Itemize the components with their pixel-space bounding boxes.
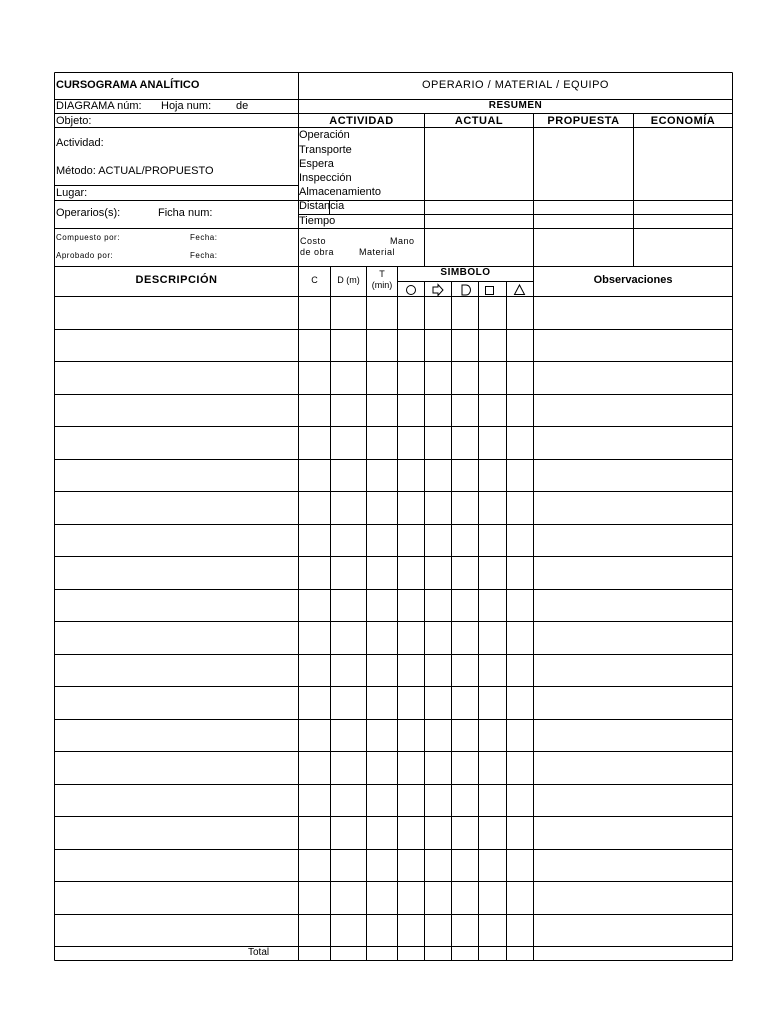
cell-d[interactable] — [332, 428, 365, 458]
cell-t[interactable] — [368, 331, 396, 360]
cell-descripcion[interactable] — [56, 786, 297, 815]
cell-storage[interactable] — [508, 721, 532, 750]
cell-t[interactable] — [368, 916, 396, 945]
cell-operation[interactable] — [399, 851, 423, 880]
cell-storage[interactable] — [508, 623, 532, 653]
lugar-field[interactable]: Lugar: — [56, 187, 88, 199]
fecha-field-2[interactable]: Fecha: — [190, 251, 218, 260]
cell-operation[interactable] — [399, 753, 423, 783]
cell-operation[interactable] — [399, 688, 423, 718]
cell-c[interactable] — [300, 688, 329, 718]
cell-descripcion[interactable] — [56, 623, 297, 653]
cell-transport[interactable] — [426, 363, 450, 393]
cell-inspection[interactable] — [480, 331, 505, 360]
cell-c[interactable] — [300, 363, 329, 393]
cell-d[interactable] — [332, 298, 365, 328]
cell-observaciones[interactable] — [535, 883, 731, 913]
cell-d[interactable] — [332, 688, 365, 718]
cell-t[interactable] — [368, 363, 396, 393]
cell-transport[interactable] — [426, 558, 450, 588]
cell-transport[interactable] — [426, 493, 450, 523]
cell-observaciones[interactable] — [535, 428, 731, 458]
cell-operation[interactable] — [399, 396, 423, 425]
cell-operation[interactable] — [399, 331, 423, 360]
cell-observaciones[interactable] — [535, 721, 731, 750]
cell-operation[interactable] — [399, 526, 423, 555]
cell-transport[interactable] — [426, 656, 450, 685]
cell-d[interactable] — [332, 461, 365, 490]
cell-observaciones[interactable] — [535, 688, 731, 718]
cell-storage[interactable] — [508, 883, 532, 913]
cell-observaciones[interactable] — [535, 786, 731, 815]
cell-transport[interactable] — [426, 753, 450, 783]
cell-storage[interactable] — [508, 396, 532, 425]
cell-c[interactable] — [300, 623, 329, 653]
cell-transport[interactable] — [426, 883, 450, 913]
cell-transport[interactable] — [426, 526, 450, 555]
cell-t[interactable] — [368, 298, 396, 328]
cell-t[interactable] — [368, 656, 396, 685]
cell-c[interactable] — [300, 331, 329, 360]
cell-storage[interactable] — [508, 331, 532, 360]
cell-c[interactable] — [300, 656, 329, 685]
cell-transport[interactable] — [426, 623, 450, 653]
cell-delay[interactable] — [453, 688, 477, 718]
cell-c[interactable] — [300, 591, 329, 620]
cell-observaciones[interactable] — [535, 558, 731, 588]
operarios-field[interactable]: Operarios(s): — [56, 207, 121, 219]
cell-delay[interactable] — [453, 428, 477, 458]
cell-observaciones[interactable] — [535, 396, 731, 425]
col-actividad: ACTIVIDAD — [329, 115, 394, 127]
cell-delay[interactable] — [453, 753, 477, 783]
cell-d[interactable] — [332, 883, 365, 913]
cell-inspection[interactable] — [480, 493, 505, 523]
activity-espera: Espera — [299, 158, 334, 170]
cell-d[interactable] — [332, 656, 365, 685]
cell-delay[interactable] — [453, 916, 477, 945]
cell-transport[interactable] — [426, 851, 450, 880]
cell-t[interactable] — [368, 396, 396, 425]
cell-descripcion[interactable] — [56, 721, 297, 750]
cell-c[interactable] — [300, 558, 329, 588]
simbolo-header: SIMBOLO — [440, 267, 491, 278]
total-cell-delay[interactable] — [453, 948, 477, 959]
total-cell-c[interactable] — [300, 948, 329, 959]
tiempo-label: Tiempo — [299, 215, 336, 227]
cell-transport[interactable] — [426, 396, 450, 425]
cell-descripcion[interactable] — [56, 298, 297, 328]
cell-inspection[interactable] — [480, 428, 505, 458]
activity-almacenamiento: Almacenamiento — [299, 186, 381, 198]
observaciones-header: Observaciones — [593, 274, 673, 286]
aprobado-field[interactable]: Aprobado por: — [56, 251, 114, 260]
cell-c[interactable] — [300, 526, 329, 555]
cell-inspection[interactable] — [480, 396, 505, 425]
c-header: C — [311, 275, 318, 285]
cell-transport[interactable] — [426, 591, 450, 620]
cell-operation[interactable] — [399, 298, 423, 328]
cell-inspection[interactable] — [480, 461, 505, 490]
cell-t[interactable] — [368, 786, 396, 815]
total-cell-t[interactable] — [368, 948, 396, 959]
cell-descripcion[interactable] — [56, 396, 297, 425]
cell-operation[interactable] — [399, 623, 423, 653]
material-label: Material — [359, 247, 396, 257]
cell-descripcion[interactable] — [56, 753, 297, 783]
cell-descripcion[interactable] — [56, 656, 297, 685]
cell-descripcion[interactable] — [56, 428, 297, 458]
cell-d[interactable] — [332, 363, 365, 393]
cell-storage[interactable] — [508, 461, 532, 490]
cell-operation[interactable] — [399, 428, 423, 458]
cell-inspection[interactable] — [480, 623, 505, 653]
cell-operation[interactable] — [399, 721, 423, 750]
cell-descripcion[interactable] — [56, 493, 297, 523]
cell-inspection[interactable] — [480, 688, 505, 718]
cell-observaciones[interactable] — [535, 753, 731, 783]
cell-storage[interactable] — [508, 656, 532, 685]
cell-operation[interactable] — [399, 493, 423, 523]
form-title: CURSOGRAMA ANALÍTICO — [56, 79, 200, 91]
cell-c[interactable] — [300, 298, 329, 328]
cell-delay[interactable] — [453, 298, 477, 328]
cell-storage[interactable] — [508, 688, 532, 718]
cell-operation[interactable] — [399, 818, 423, 848]
cell-observaciones[interactable] — [535, 851, 731, 880]
cell-inspection[interactable] — [480, 786, 505, 815]
cell-t[interactable] — [368, 721, 396, 750]
cell-t[interactable] — [368, 558, 396, 588]
cell-operation[interactable] — [399, 591, 423, 620]
cell-c[interactable] — [300, 396, 329, 425]
cell-inspection[interactable] — [480, 818, 505, 848]
cell-inspection[interactable] — [480, 526, 505, 555]
cell-d[interactable] — [332, 753, 365, 783]
cell-d[interactable] — [332, 526, 365, 555]
cell-descripcion[interactable] — [56, 461, 297, 490]
cell-t[interactable] — [368, 851, 396, 880]
cell-observaciones[interactable] — [535, 331, 731, 360]
cell-delay[interactable] — [453, 818, 477, 848]
cell-inspection[interactable] — [480, 753, 505, 783]
total-cell-operation[interactable] — [399, 948, 423, 959]
cell-descripcion[interactable] — [56, 331, 297, 360]
cell-descripcion[interactable] — [56, 526, 297, 555]
cell-transport[interactable] — [426, 331, 450, 360]
cell-c[interactable] — [300, 428, 329, 458]
cell-t[interactable] — [368, 428, 396, 458]
cell-c[interactable] — [300, 493, 329, 523]
cell-delay[interactable] — [453, 461, 477, 490]
distancia-label: Distancia — [299, 200, 345, 212]
cell-observaciones[interactable] — [535, 298, 731, 328]
cell-d[interactable] — [332, 786, 365, 815]
cell-transport[interactable] — [426, 428, 450, 458]
cell-delay[interactable] — [453, 363, 477, 393]
cell-c[interactable] — [300, 461, 329, 490]
cell-transport[interactable] — [426, 786, 450, 815]
cell-observaciones[interactable] — [535, 461, 731, 490]
cell-transport[interactable] — [426, 298, 450, 328]
cell-d[interactable] — [332, 851, 365, 880]
cell-storage[interactable] — [508, 428, 532, 458]
cell-t[interactable] — [368, 623, 396, 653]
cell-observaciones[interactable] — [535, 591, 731, 620]
diagrama-num-field[interactable]: DIAGRAMA núm: — [56, 100, 142, 112]
cell-c[interactable] — [300, 753, 329, 783]
total-cell-d[interactable] — [332, 948, 365, 959]
cell-transport[interactable] — [426, 818, 450, 848]
cell-descripcion[interactable] — [56, 558, 297, 588]
hoja-num-field[interactable]: Hoja num: — [161, 100, 212, 112]
cell-operation[interactable] — [399, 916, 423, 945]
cell-descripcion[interactable] — [56, 818, 297, 848]
cell-transport[interactable] — [426, 461, 450, 490]
cell-observaciones[interactable] — [535, 656, 731, 685]
cell-observaciones[interactable] — [535, 623, 731, 653]
cell-inspection[interactable] — [480, 851, 505, 880]
cell-observaciones[interactable] — [535, 363, 731, 393]
cell-delay[interactable] — [453, 786, 477, 815]
cell-inspection[interactable] — [480, 721, 505, 750]
activity-transporte: Transporte — [299, 144, 352, 156]
d-header: D (m) — [337, 275, 360, 285]
cell-storage[interactable] — [508, 363, 532, 393]
cell-operation[interactable] — [399, 786, 423, 815]
cell-transport[interactable] — [426, 916, 450, 945]
cell-operation[interactable] — [399, 558, 423, 588]
cell-storage[interactable] — [508, 493, 532, 523]
cell-c[interactable] — [300, 883, 329, 913]
fecha-field-1[interactable]: Fecha: — [190, 233, 218, 242]
cell-storage[interactable] — [508, 786, 532, 815]
cell-c[interactable] — [300, 916, 329, 945]
cell-t[interactable] — [368, 753, 396, 783]
cell-d[interactable] — [332, 818, 365, 848]
cell-t[interactable] — [368, 591, 396, 620]
col-actual: ACTUAL — [454, 115, 504, 127]
cell-operation[interactable] — [399, 363, 423, 393]
cell-operation[interactable] — [399, 883, 423, 913]
activity-operacion: Operación — [299, 129, 350, 141]
cell-descripcion[interactable] — [56, 688, 297, 718]
cell-descripcion[interactable] — [56, 851, 297, 880]
cell-storage[interactable] — [508, 818, 532, 848]
cell-c[interactable] — [300, 851, 329, 880]
ficha-num-field[interactable]: Ficha num: — [158, 207, 213, 219]
cell-observaciones[interactable] — [535, 818, 731, 848]
cell-inspection[interactable] — [480, 883, 505, 913]
cell-inspection[interactable] — [480, 298, 505, 328]
cell-descripcion[interactable] — [56, 363, 297, 393]
cell-delay[interactable] — [453, 721, 477, 750]
cell-delay[interactable] — [453, 558, 477, 588]
cell-inspection[interactable] — [480, 656, 505, 685]
col-economia: ECONOMÍA — [650, 115, 716, 127]
cell-t[interactable] — [368, 818, 396, 848]
cell-t[interactable] — [368, 461, 396, 490]
cell-delay[interactable] — [453, 883, 477, 913]
cell-d[interactable] — [332, 396, 365, 425]
cell-storage[interactable] — [508, 558, 532, 588]
cell-d[interactable] — [332, 591, 365, 620]
total-cell-storage[interactable] — [508, 948, 532, 959]
cell-operation[interactable] — [399, 656, 423, 685]
cell-d[interactable] — [332, 493, 365, 523]
cell-t[interactable] — [368, 493, 396, 523]
cell-transport[interactable] — [426, 721, 450, 750]
cell-storage[interactable] — [508, 526, 532, 555]
cell-c[interactable] — [300, 786, 329, 815]
objeto-field[interactable]: Objeto: — [56, 115, 92, 127]
t-header: T — [379, 269, 385, 279]
col-propuesta: PROPUESTA — [547, 115, 620, 127]
cell-observaciones[interactable] — [535, 493, 731, 523]
cell-storage[interactable] — [508, 916, 532, 945]
cell-delay[interactable] — [453, 493, 477, 523]
total-cell-transport[interactable] — [426, 948, 450, 959]
actividad-field[interactable]: Actividad: — [56, 137, 104, 149]
cell-delay[interactable] — [453, 623, 477, 653]
de-obra-label: de obra — [300, 247, 335, 257]
cell-c[interactable] — [300, 721, 329, 750]
cell-operation[interactable] — [399, 461, 423, 490]
total-cell-inspection[interactable] — [480, 948, 505, 959]
mano-label: Mano — [390, 236, 415, 246]
cell-d[interactable] — [332, 331, 365, 360]
cell-d[interactable] — [332, 623, 365, 653]
cell-d[interactable] — [332, 558, 365, 588]
cell-delay[interactable] — [453, 591, 477, 620]
cell-observaciones[interactable] — [535, 526, 731, 555]
cell-d[interactable] — [332, 916, 365, 945]
cell-t[interactable] — [368, 883, 396, 913]
cell-inspection[interactable] — [480, 591, 505, 620]
subject-type: OPERARIO / MATERIAL / EQUIPO — [422, 79, 609, 91]
cell-storage[interactable] — [508, 753, 532, 783]
cell-transport[interactable] — [426, 688, 450, 718]
cell-inspection[interactable] — [480, 363, 505, 393]
resumen-title: RESUMEN — [488, 100, 543, 111]
cell-delay[interactable] — [453, 656, 477, 685]
cell-d[interactable] — [332, 721, 365, 750]
cell-storage[interactable] — [508, 591, 532, 620]
total-label: Total — [248, 947, 270, 958]
metodo-field[interactable]: Método: ACTUAL/PROPUESTO — [56, 165, 214, 177]
cell-descripcion[interactable] — [56, 591, 297, 620]
descripcion-header: DESCRIPCIÓN — [135, 274, 218, 286]
cell-t[interactable] — [368, 688, 396, 718]
cell-delay[interactable] — [453, 851, 477, 880]
cell-observaciones[interactable] — [535, 916, 731, 945]
cell-c[interactable] — [300, 818, 329, 848]
de-field[interactable]: de — [236, 100, 249, 112]
cell-delay[interactable] — [453, 396, 477, 425]
cell-delay[interactable] — [453, 331, 477, 360]
compuesto-field[interactable]: Compuesto por: — [56, 233, 120, 242]
total-cell-observaciones[interactable] — [535, 948, 731, 959]
cell-descripcion[interactable] — [56, 916, 297, 945]
cell-storage[interactable] — [508, 851, 532, 880]
costo-label: Costo — [300, 236, 327, 246]
t-unit: (min) — [371, 280, 393, 290]
cell-inspection[interactable] — [480, 558, 505, 588]
activity-inspeccion: Inspección — [299, 172, 352, 184]
cell-delay[interactable] — [453, 526, 477, 555]
cell-inspection[interactable] — [480, 916, 505, 945]
cell-descripcion[interactable] — [56, 883, 297, 913]
cell-t[interactable] — [368, 526, 396, 555]
cell-storage[interactable] — [508, 298, 532, 328]
